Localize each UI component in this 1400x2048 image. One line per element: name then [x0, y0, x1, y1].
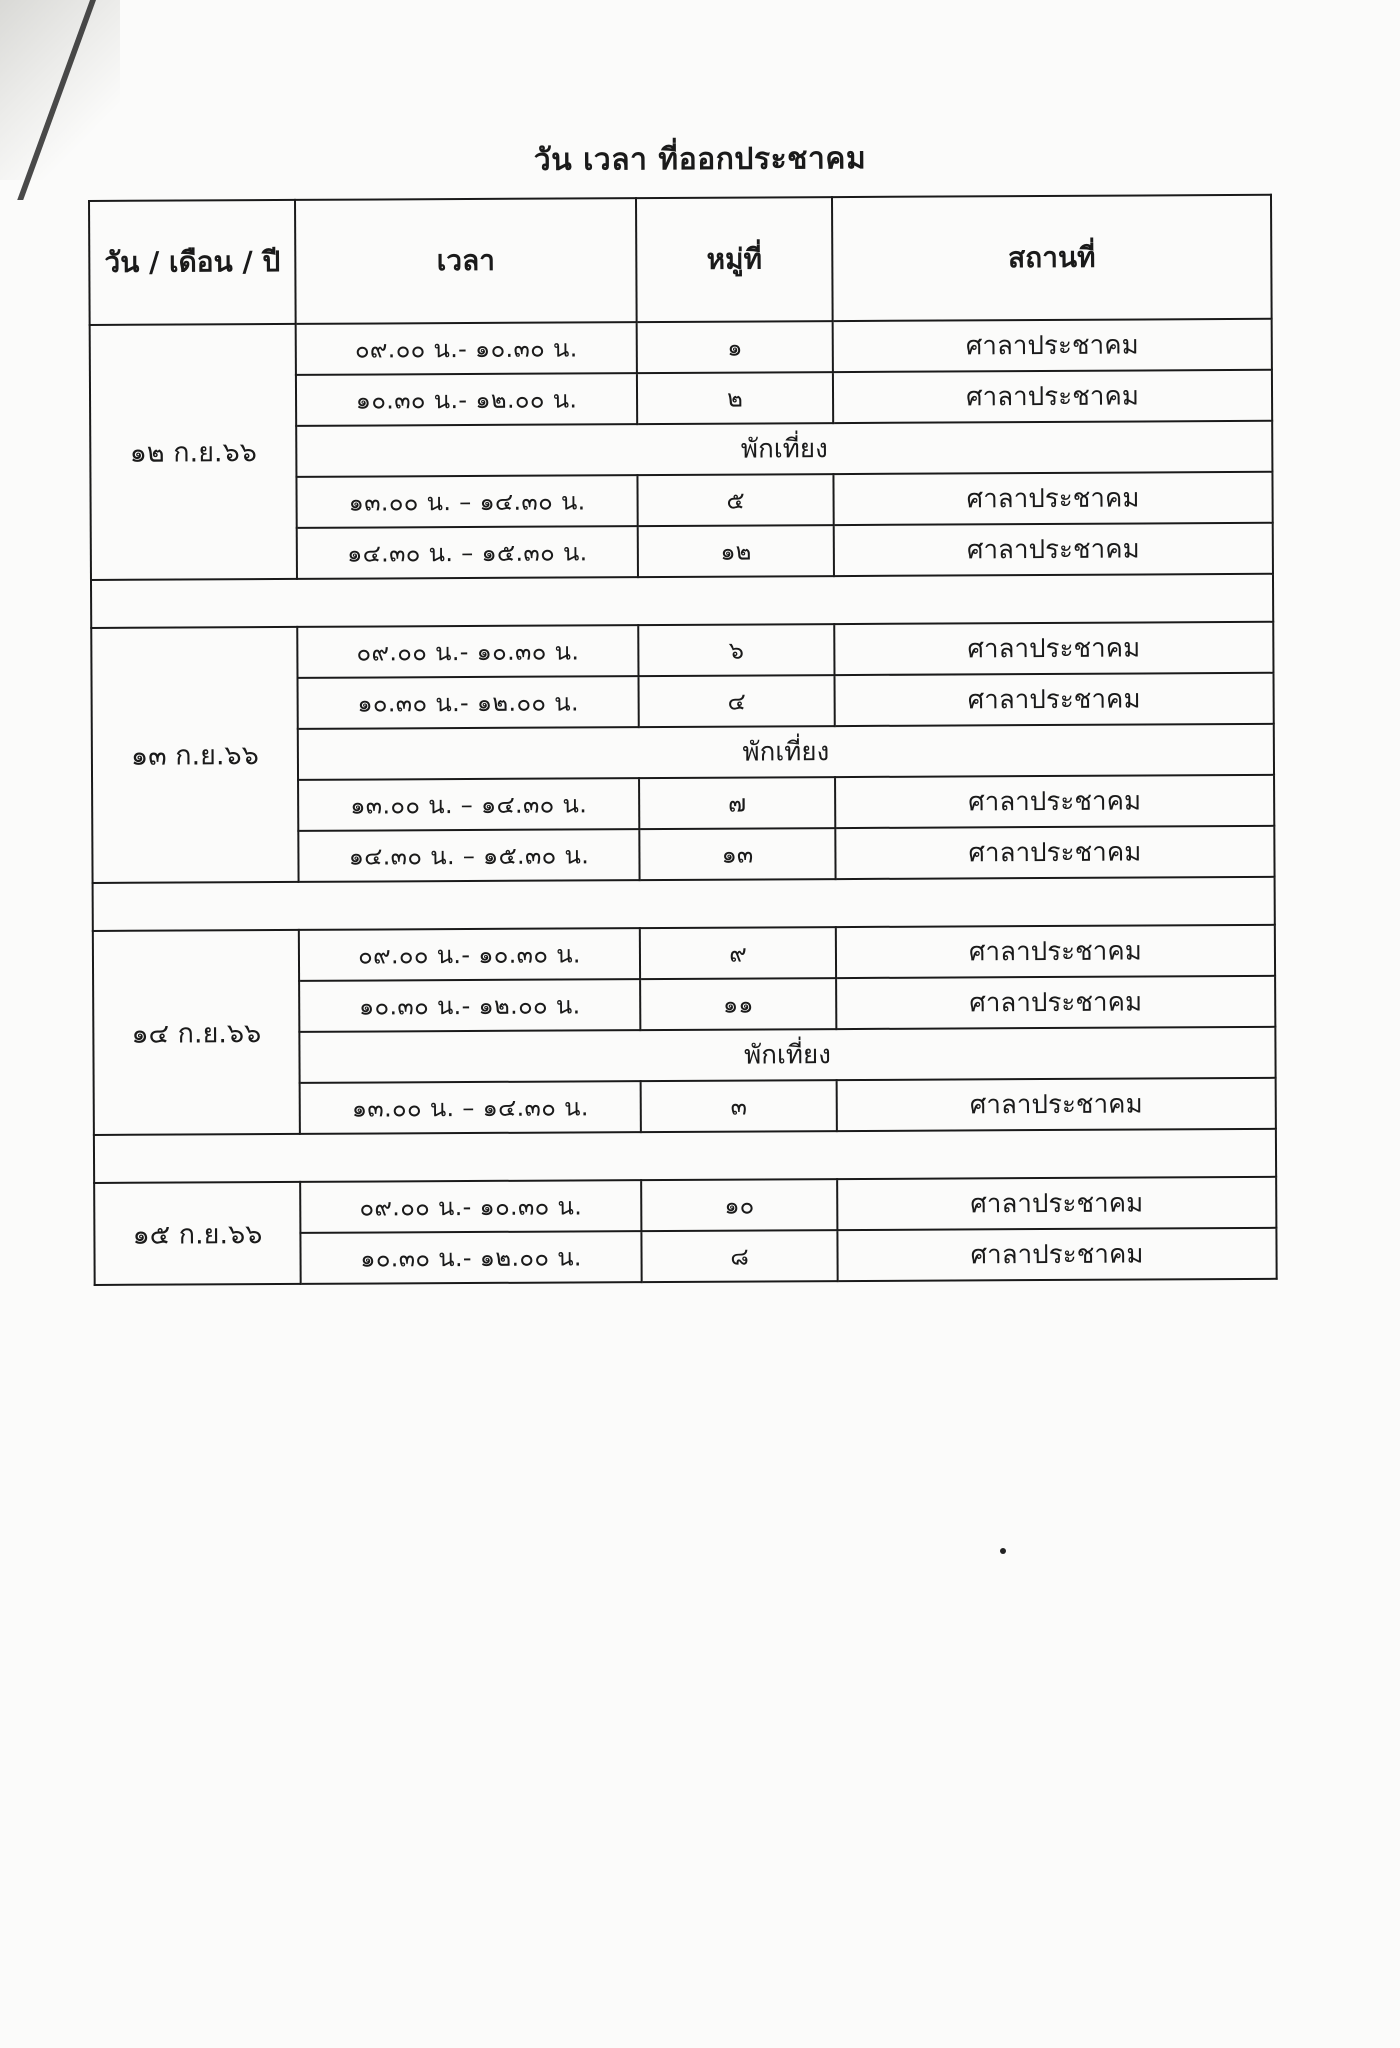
date-cell: ๑๒ ก.ย.๖๖ [90, 324, 297, 580]
time-cell: ๐๙.๐๐ น.- ๑๐.๓๐ น. [300, 1180, 641, 1233]
place-cell: ศาลาประชาคม [835, 826, 1274, 879]
separator-row [91, 574, 1273, 628]
table-header-row [89, 195, 1272, 325]
schedule-body [90, 319, 1277, 1285]
table-row [91, 622, 1273, 679]
village-cell: ๑๓ [639, 828, 835, 880]
lunch-break-cell: พักเที่ยง [299, 1027, 1275, 1083]
date-cell: ๑๓ ก.ย.๖๖ [91, 627, 298, 883]
time-cell: ๐๙.๐๐ น.- ๑๐.๓๐ น. [296, 322, 637, 375]
table-row [94, 1177, 1276, 1234]
document-title: วัน เวลา ที่ออกประชาคม [533, 141, 867, 178]
place-cell: ศาลาประชาคม [833, 472, 1272, 525]
place-cell: ศาลาประชาคม [834, 673, 1273, 726]
place-cell: ศาลาประชาคม [837, 1078, 1276, 1131]
header-date: วัน / เดือน / ปี [89, 200, 296, 325]
table-row [90, 319, 1272, 376]
lunch-break-cell: พักเที่ยง [296, 421, 1272, 477]
date-cell: ๑๔ ก.ย.๖๖ [93, 930, 300, 1135]
schedule-table [88, 194, 1278, 1286]
lunch-break-cell: พักเที่ยง [298, 724, 1274, 780]
separator-cell [94, 1129, 1276, 1183]
time-cell: ๑๐.๓๐ น.- ๑๒.๐๐ น. [299, 979, 640, 1032]
place-cell: ศาลาประชาคม [835, 775, 1274, 828]
header-time: เวลา [295, 198, 637, 324]
header-place: สถานที่ [832, 195, 1272, 321]
scan-speck [1000, 1548, 1006, 1554]
village-cell: ๑๒ [638, 525, 834, 577]
time-cell: ๑๓.๐๐ น. – ๑๔.๓๐ น. [298, 778, 639, 831]
separator-row [93, 877, 1275, 931]
time-cell: ๑๔.๓๐ น. – ๑๕.๓๐ น. [297, 526, 638, 579]
time-cell: ๑๓.๐๐ น. – ๑๔.๓๐ น. [296, 475, 637, 528]
place-cell: ศาลาประชาคม [833, 319, 1272, 372]
header-village: หมู่ที่ [636, 197, 833, 322]
time-cell: ๑๐.๓๐ น.- ๑๒.๐๐ น. [298, 676, 639, 729]
separator-cell [93, 877, 1275, 931]
village-cell: ๑๐ [641, 1179, 837, 1231]
place-cell: ศาลาประชาคม [834, 622, 1273, 675]
village-cell: ๖ [638, 624, 834, 676]
table-row [93, 925, 1275, 982]
village-cell: ๓ [641, 1080, 837, 1132]
place-cell: ศาลาประชาคม [837, 1177, 1276, 1230]
place-cell: ศาลาประชาคม [837, 1228, 1276, 1281]
time-cell: ๑๓.๐๐ น. – ๑๔.๓๐ น. [300, 1081, 641, 1134]
place-cell: ศาลาประชาคม [836, 976, 1275, 1029]
village-cell: ๗ [639, 777, 835, 829]
separator-row [94, 1129, 1276, 1183]
schedule-table-wrapper [88, 194, 1276, 1286]
village-cell: ๙ [640, 927, 836, 979]
village-cell: ๒ [637, 372, 833, 424]
date-cell: ๑๕ ก.ย.๖๖ [94, 1182, 301, 1285]
time-cell: ๑๐.๓๐ น.- ๑๒.๐๐ น. [300, 1231, 641, 1284]
separator-cell [91, 574, 1273, 628]
time-cell: ๑๐.๓๐ น.- ๑๒.๐๐ น. [296, 373, 637, 426]
village-cell: ๘ [641, 1230, 837, 1282]
village-cell: ๑๑ [640, 978, 836, 1030]
place-cell: ศาลาประชาคม [834, 523, 1273, 576]
time-cell: ๐๙.๐๐ น.- ๑๐.๓๐ น. [299, 928, 640, 981]
place-cell: ศาลาประชาคม [836, 925, 1275, 978]
place-cell: ศาลาประชาคม [833, 370, 1272, 423]
village-cell: ๕ [637, 474, 833, 526]
time-cell: ๑๔.๓๐ น. – ๑๕.๓๐ น. [298, 829, 639, 882]
time-cell: ๐๙.๐๐ น.- ๑๐.๓๐ น. [297, 625, 638, 678]
village-cell: ๑ [637, 321, 833, 373]
village-cell: ๔ [639, 675, 835, 727]
